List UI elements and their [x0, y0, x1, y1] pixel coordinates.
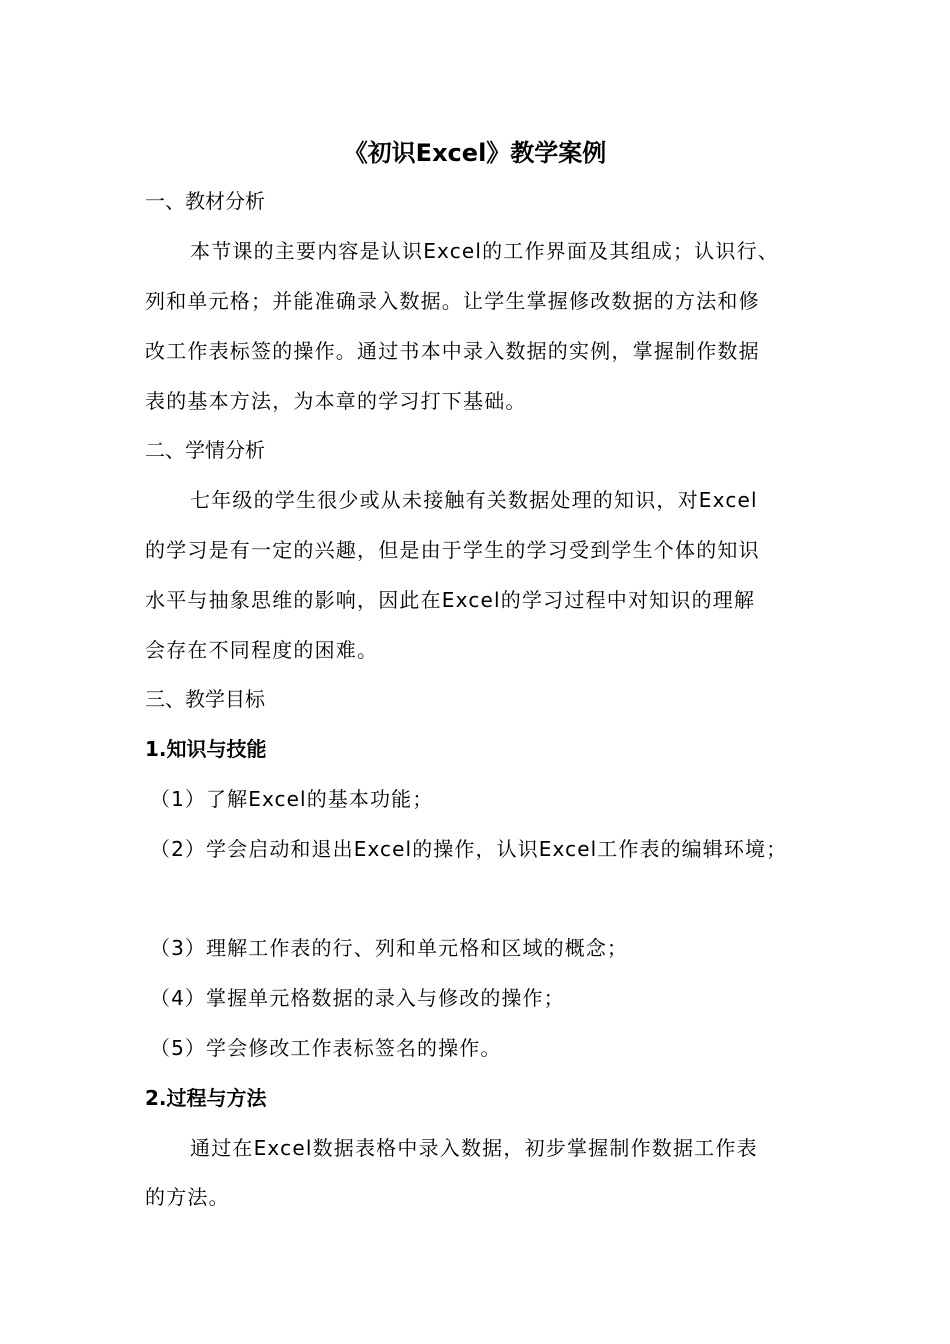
paragraph-line: 水平与抽象思维的影响，因此在Excel的学习过程中对知识的理解 [145, 588, 756, 612]
subheading-process-method: 2.过程与方法 [145, 1086, 267, 1110]
document-title: 《初识Excel》教学案例 [343, 139, 607, 167]
list-item: （1）了解Excel的基本功能； [150, 787, 434, 811]
paragraph-line: 七年级的学生很少或从未接触有关数据处理的知识，对Excel [190, 488, 758, 512]
section-heading-teaching-goals: 三、教学目标 [145, 687, 265, 711]
list-item: （4）掌握单元格数据的录入与修改的操作； [150, 986, 565, 1010]
paragraph-line: 的方法。 [145, 1185, 230, 1209]
section-heading-textbook-analysis: 一、教材分析 [145, 189, 265, 213]
list-item: （2）学会启动和退出Excel的操作，认识Excel工作表的编辑环境； [150, 837, 788, 861]
paragraph-line: 表的基本方法，为本章的学习打下基础。 [145, 389, 527, 413]
paragraph-line: 会存在不同程度的困难。 [145, 638, 379, 662]
paragraph-line: 本节课的主要内容是认识Excel的工作界面及其组成；认识行、 [190, 239, 779, 263]
paragraph-line: 的学习是有一定的兴趣，但是由于学生的学习受到学生个体的知识 [145, 538, 760, 562]
list-item: （5）学会修改工作表标签名的操作。 [150, 1036, 502, 1060]
paragraph-line: 通过在Excel数据表格中录入数据，初步掌握制作数据工作表 [190, 1136, 758, 1160]
section-heading-learner-analysis: 二、学情分析 [145, 438, 265, 462]
subheading-knowledge-skills: 1.知识与技能 [145, 737, 267, 761]
paragraph-line: 列和单元格；并能准确录入数据。让学生掌握修改数据的方法和修 [145, 289, 760, 313]
paragraph-line: 改工作表标签的操作。通过书本中录入数据的实例，掌握制作数据 [145, 339, 760, 363]
list-item: （3）理解工作表的行、列和单元格和区域的概念； [150, 936, 629, 960]
